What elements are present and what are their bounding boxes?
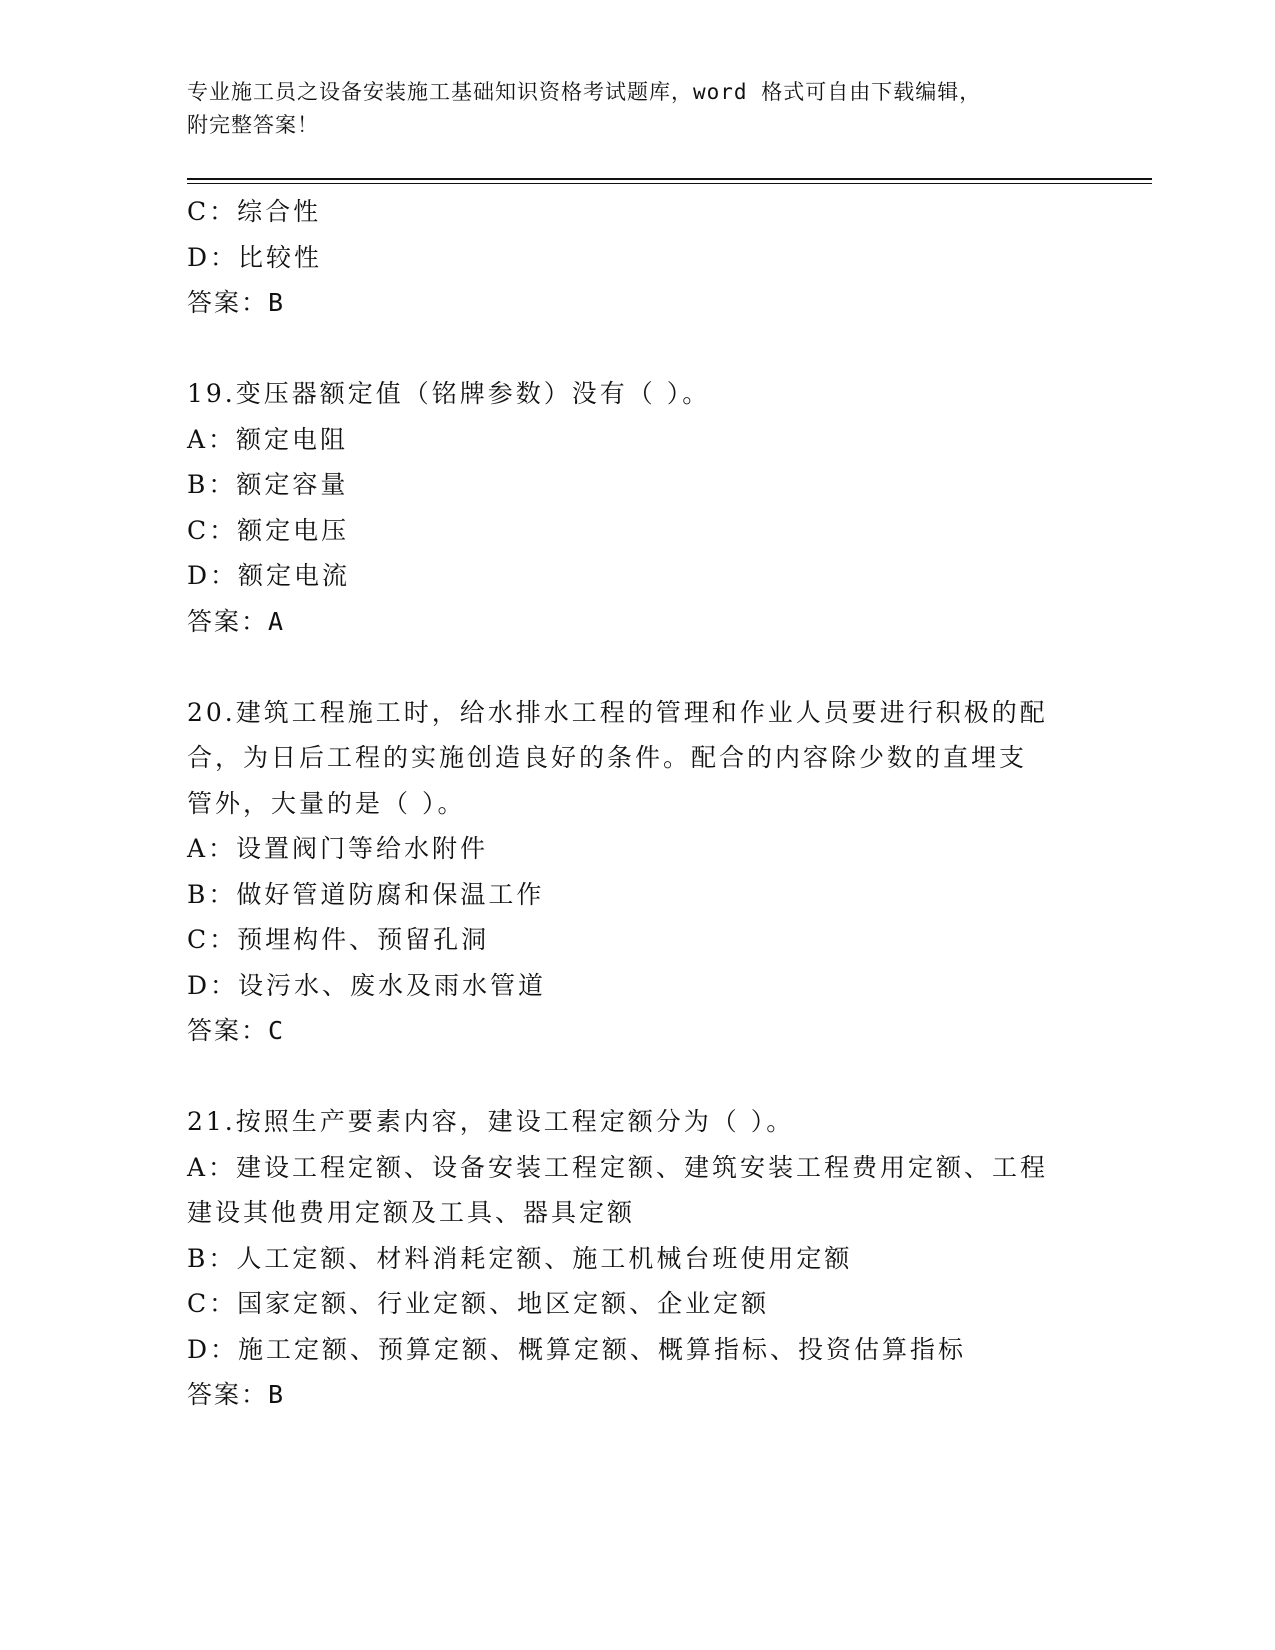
question-21: [187, 1099, 1087, 1418]
header-line-1: 专业施工员之设备安装施工基础知识资格考试题库，word 格式可自由下载编辑，: [187, 80, 982, 104]
question-gap: [187, 326, 1087, 372]
question-stem-line: 合，为日后工程的实施创造良好的条件。配合的内容除少数的直埋支: [187, 743, 1028, 772]
option-b: B：人工定额、材料消耗定额、施工机械台班使用定额: [187, 1243, 853, 1273]
option-d: D：施工定额、预算定额、概算定额、概算指标、投资估算指标: [187, 1334, 967, 1364]
document-header: [187, 76, 1077, 142]
option-d: D：比较性: [187, 242, 323, 272]
option-c: C：综合性: [187, 197, 322, 226]
answer-line: 答案：A: [187, 606, 286, 636]
question-stem: 21.按照生产要素内容，建设工程定额分为（ ）。: [187, 1107, 795, 1136]
option-d: D：额定电流: [187, 561, 351, 590]
answer-line: 答案：B: [187, 1380, 286, 1409]
option-c: C：预埋构件、预留孔洞: [187, 925, 490, 954]
option-a: A：设置阀门等给水附件: [187, 834, 489, 863]
option-c: C：国家定额、行业定额、地区定额、企业定额: [187, 1289, 770, 1318]
question-stem: 19.变压器额定值（铭牌参数）没有（ ）。: [187, 379, 711, 408]
question-gap: [187, 1054, 1087, 1100]
question-18-fragment: [187, 189, 1087, 326]
option-a-continuation: 建设其他费用定额及工具、器具定额: [187, 1198, 636, 1227]
question-gap: [187, 644, 1087, 690]
question-20: [187, 690, 1087, 1054]
option-b: B：做好管道防腐和保温工作: [187, 879, 545, 909]
option-c: C：额定电压: [187, 515, 350, 545]
option-a: A：额定电阻: [187, 424, 349, 454]
answer-line: 答案：B: [187, 288, 286, 317]
option-b: B：额定容量: [187, 470, 349, 499]
option-a: A：建设工程定额、设备安装工程定额、建筑安装工程费用定额、工程: [187, 1152, 1049, 1182]
header-divider-thick: [187, 178, 1152, 180]
question-19: [187, 371, 1087, 644]
question-list: [187, 189, 1087, 1418]
header-line-2: 附完整答案！: [187, 113, 319, 137]
answer-line: 答案：C: [187, 1016, 286, 1045]
question-stem-line: 20.建筑工程施工时，给水排水工程的管理和作业人员要进行积极的配: [187, 697, 1048, 727]
option-d: D：设污水、废水及雨水管道: [187, 970, 547, 1000]
question-stem-line: 管外，大量的是（ ）。: [187, 788, 466, 818]
header-divider-thin: [187, 183, 1152, 184]
